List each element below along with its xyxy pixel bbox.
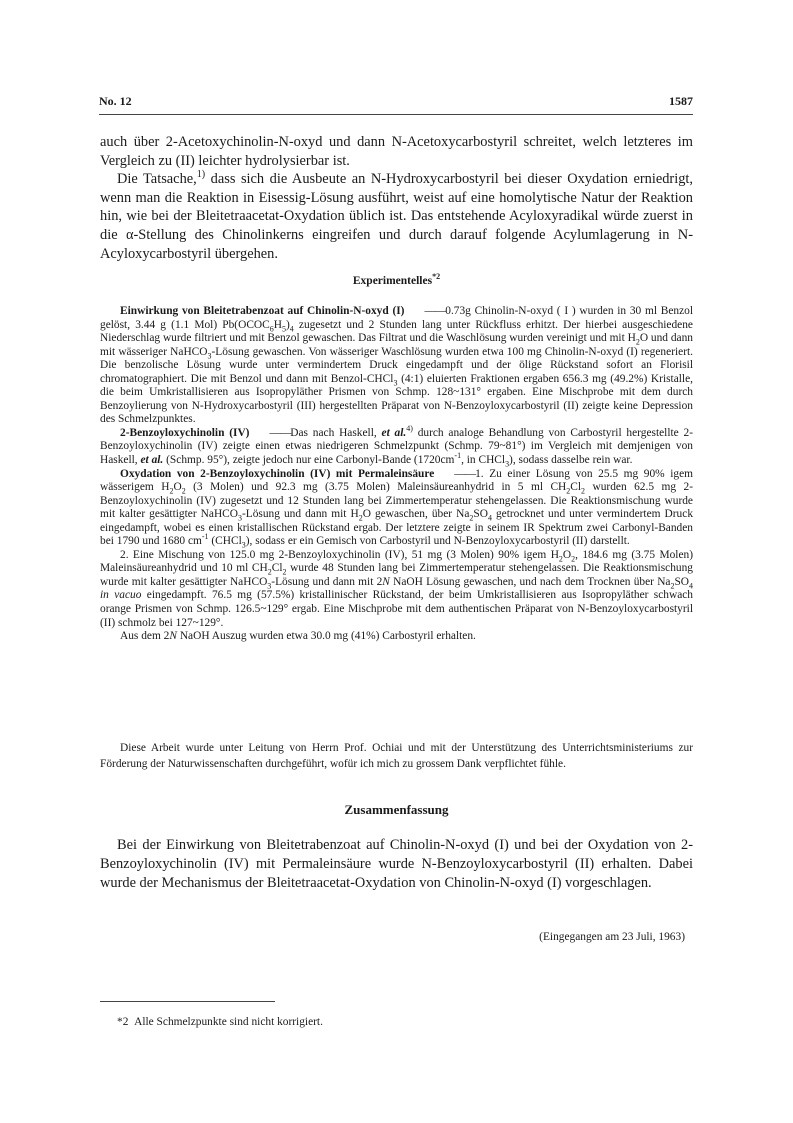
intro-paragraph-1: auch über 2-Acetoxychinolin-N-oxyd und dann N-Acetoxycarbostyril schreitet, welch letzteres im Vergleich zu (II) leichter hydrolysierbar ist. — [100, 134, 693, 169]
page-number: 1587 — [669, 94, 693, 108]
journal-issue-number: No. 12 — [99, 94, 132, 108]
summary-heading: Zusammenfassung — [344, 802, 449, 817]
intro-paragraph-2: Die Tatsache,$^{1)}$ dass sich die Ausbeute an N-Hydroxycarbostyril bei dieser Oxydation erniedrigt, wenn man die Reaktion in Eisessig-Lösung ausführt, weist auf eine homolytische Natur der Reaktion hin, wie bei der Bleitetraacetat-Oxydation üblich ist. Das entstehende Acyloxyradikal würde zuerst in die α-Stellung des Chinolinkerns eingreifen und durch darauf folgende Acylumlagerung in N-Acyloxycarbostyril übergehen. — [100, 169, 693, 262]
acknowledgement: Diese Arbeit wurde unter Leitung von Herrn Prof. Ochiai und mit der Unterstützung des Unterrichtsministeriums zur Förderung der Naturwissenschaften durchgeführt, wofür ich mich zu grossem Dank verpflichtet fühle. — [100, 742, 693, 770]
experiment-paragraph-3: Oxydation von 2-Benzoyloxychinolin (IV) mit Permaleinsäure ——1. Zu einer Lösung von 25.5 mg 90% igem wässerigem $H_2O_2$ (3 Molen) und 92.3 mg (3.75 Molen) Maleinsäureanhydrid in 5 ml $CH_2Cl_2$ wurden 62.5 mg 2-Benzoyloxychinolin (IV) zugesetzt und 12 Stunden lang bei Zimmertemperatur stehengelassen. Die Reaktionsmischung wurde mit kalter gesättigter NaHCO$_3$-Lösung und dann mit $H_2O$ gewaschen, über $Na_2SO_4$ getrocknet und unter vermindertem Druck eingedampft, wobei es einen kristallischen Rückstand ergab. Der letztere zeigte in seinem IR Spektrum zwei Carbonyl-Banden bei 1790 und 1680 $cm^{-1}$ (CHCl$_3$), sodass er ein Gemisch von Carbostyril und N-Benzoyloxycarbostyril (II) darstellt. — [100, 467, 694, 550]
experiment-paragraph-5: Aus dem 2N NaOH Auszug wurden etwa 30.0 mg (41%) Carbostyril erhalten. — [120, 630, 476, 643]
experimental-section — [100, 305, 693, 644]
running-header — [99, 94, 693, 109]
experimental-heading: Experimentelles$^{*2}$ — [352, 272, 441, 287]
header-rule — [99, 114, 693, 115]
experiment-paragraph-4: 2. Eine Mischung von 125.0 mg 2-Benzoyloxychinolin (IV), 51 mg (3 Molen) 90% igem $H_2O_2$, 184.6 mg (3.75 Molen) Maleinsäureanhydrid und 10 ml $CH_2Cl_2$ wurde 48 Stunden lang bei Zimmertemperatur stehengelassen. Die Reaktionsmischung wurde mit kalter gesättigter NaHCO$_3$-Lösung und dann mit 2N NaOH Lösung gewaschen, und nach dem Trocknen über $Na_2SO_4$ in vacuo eingedampft. 76.5 mg (57.5%) kristallinischer Rückstand, der beim Umkristallisieren aus Isopropyläther schwach orange Prismen von Schmp. 126.5~129° ergab. Eine Mischprobe mit dem authentischen Präparat von N-Benzoyloxycarbostyril (II) schmolz bei 127~129°. — [100, 548, 694, 629]
experiment-paragraph-2: 2-Benzoyloxychinolin (IV) ——Das nach Haskell, et al.$^{4)}$ durch analoge Behandlung von Carbostyril hergestellte 2-Benzoyloxychinolin (IV) zeigte einen etwas niedrigeren Schmelzpunkt (Schmp. 79~81°) im Vergleich mit demjenigen von Haskell, et al. (Schmp. 95°), zeigte jedoch nur eine Carbonyl-Bande ($1720cm^{-1}$, in CHCl$_3$), sodass dasselbe rein war. — [100, 424, 693, 469]
experiment-paragraph-1: Einwirkung von Bleitetrabenzoat auf Chinolin-N-oxyd (I) ——0.73g Chinolin-N-oxyd ( I ) wurden in 30 ml Benzol gelöst, 3.44 g (1.1 Mol) $Pb(OCOC_6H_5)_4$ zugesetzt und 2 Stunden lang unter Rückfluss erhitzt. Der hierbei ausgeschiedene Niederschlag wurde filtriert und mit Benzol gewaschen. Das Filtrat und die Waschlösung wurden vereinigt und mit $H_2O$ und dann mit wässeriger NaHCO$_3$-Lösung gewaschen. Von wässeriger Waschlösung wurden etwa 100 mg Chinolin-N-oxyd (I) regeneriert. Die benzolische Lösung wurde unter vermindertem Druck eingedampft und der ölige Rückstand sofort an Florisil chromatographiert. Die mit Benzol und dann mit Benzol-CHCl$_3$ (4:1) eluierten Fraktionen ergaben 656.3 mg (49.2%) Kristalle, die beim Umkristallisieren aus Isopropyläther Prismen von Schmp. 128~131° ergaben. Eine Mischprobe mit dem durch Benzoylierung von N-Hydroxycarbostyril (III) hergestellten Präparat von N-Benzoyloxycarbostyril (II) zeigte keine Depression des Schmelzpunktes. — [100, 305, 694, 426]
footnote-mark: *2 — [117, 1016, 129, 1028]
intro-text — [100, 133, 693, 263]
received-date: (Eingegangen am 23 Juli, 1963) — [539, 931, 685, 943]
footnote — [117, 1016, 323, 1028]
summary-text: Bei der Einwirkung von Bleitetrabenzoat auf Chinolin-N-oxyd (I) und bei der Oxydation von 2-Benzoyloxychinolin (IV) mit Permaleinsäure wurde N-Benzoyloxycarbostyril (II) erhalten. Dabei wurde der Mechanismus der Bleitetraacetat-Oxydation von Chinolin-N-oxyd (I) vorgeschlagen. — [100, 837, 693, 892]
footnote-text: Alle Schmelzpunkte sind nicht korrigiert. — [134, 1016, 323, 1028]
footnote-rule — [100, 1001, 275, 1002]
